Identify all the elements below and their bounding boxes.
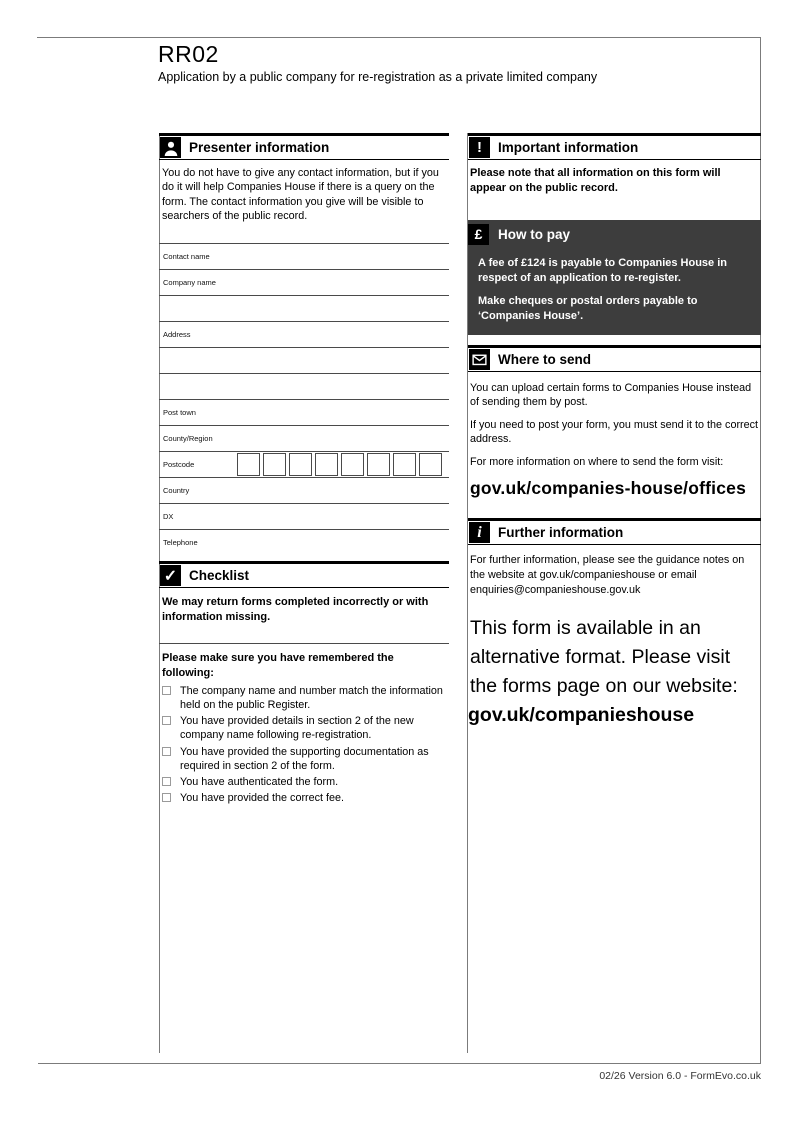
- important-section-header: [468, 133, 761, 160]
- form-title: Application by a public company for re-registration as a private limited company: [158, 70, 598, 85]
- field-label: Postcode: [163, 460, 195, 469]
- form-field[interactable]: [159, 399, 449, 425]
- where-to-send-heading: Where to send: [498, 351, 592, 367]
- left-column: [159, 133, 449, 808]
- footer-rule: [38, 1063, 761, 1064]
- field-label: Company name: [163, 278, 216, 287]
- companieshouse-link[interactable]: gov.uk/companieshouse: [468, 703, 695, 726]
- important-heading: Important information: [498, 140, 639, 155]
- further-information-text: For further information, please see the guidance notes on the website at gov.uk/companieshouse or email enquiries@companieshouse.gov.uk: [470, 554, 745, 596]
- checklist-item: [162, 775, 447, 789]
- checkbox[interactable]: [162, 747, 171, 756]
- field-label: Telephone: [163, 538, 198, 547]
- checklist-instruction: Please make sure you have remembered the following:: [162, 652, 394, 679]
- checkbox[interactable]: [162, 793, 171, 802]
- envelope-icon: [469, 349, 490, 370]
- checkmark-icon: ✓: [160, 565, 181, 586]
- where-to-send-paragraph: If you need to post your form, you must send it to the correct address.: [470, 418, 759, 446]
- presenter-heading: Presenter information: [189, 140, 330, 155]
- how-to-pay-box: [468, 220, 761, 335]
- footer-version-text: 02/26 Version 6.0 - FormEvo.co.uk: [599, 1070, 761, 1082]
- form-header: [158, 42, 718, 84]
- checklist-item-text: You have provided the supporting documentation as required in section 2 of the form.: [180, 745, 429, 772]
- postcode-box[interactable]: [393, 453, 416, 476]
- how-to-pay-paragraph: Make cheques or postal orders payable to ‘Companies House’.: [478, 294, 698, 322]
- field-label: County/Region: [163, 434, 213, 443]
- person-icon: [160, 137, 181, 158]
- checklist-items: [162, 684, 447, 806]
- form-code: RR02: [158, 41, 219, 67]
- form-field[interactable]: [159, 451, 449, 477]
- form-field[interactable]: [159, 529, 449, 561]
- presenter-intro-text: You do not have to give any contact information, but if you do it will help Companies House if there is a query on the form. The contact information you give will be visible to searchers of the public record.: [162, 167, 439, 223]
- checklist-section-header: [159, 561, 449, 588]
- postcode-box[interactable]: [263, 453, 286, 476]
- checklist-item: [162, 714, 447, 743]
- how-to-pay-header: [468, 220, 761, 248]
- field-label: Contact name: [163, 252, 210, 261]
- postcode-box[interactable]: [367, 453, 390, 476]
- checklist-item-text: You have provided details in section 2 of the new company name following re-registration.: [180, 715, 414, 742]
- form-field[interactable]: [159, 503, 449, 529]
- where-to-send-paragraph: You can upload certain forms to Companies House instead of sending them by post.: [470, 381, 752, 409]
- where-to-send-paragraph: For more information on where to send the form visit:: [470, 455, 724, 468]
- postcode-box[interactable]: [237, 453, 260, 476]
- further-information-section-header: [468, 518, 761, 545]
- form-field[interactable]: [159, 269, 449, 295]
- presenter-section-header: [159, 133, 449, 160]
- further-information-heading: Further information: [498, 525, 624, 541]
- postcode-box[interactable]: [289, 453, 312, 476]
- postcode-box[interactable]: [341, 453, 364, 476]
- field-label: Address: [163, 330, 191, 339]
- how-to-pay-paragraph: A fee of £124 is payable to Companies House in respect of an application to re-register.: [478, 256, 727, 284]
- info-icon: i: [469, 522, 490, 543]
- form-field[interactable]: [159, 321, 449, 347]
- checkbox[interactable]: [162, 686, 171, 695]
- checklist-block: [159, 644, 449, 806]
- top-rule: [37, 37, 761, 38]
- checklist-item-text: The company name and number match the information held on the public Register.: [180, 684, 443, 711]
- how-to-pay-heading: How to pay: [498, 226, 571, 242]
- form-field[interactable]: [159, 477, 449, 503]
- checklist-item: [162, 745, 447, 774]
- form-field[interactable]: [159, 373, 449, 399]
- pound-icon: £: [468, 224, 489, 245]
- form-field[interactable]: [159, 425, 449, 451]
- checklist-heading: Checklist: [189, 568, 250, 583]
- exclamation-icon: !: [469, 137, 490, 158]
- presenter-fields: [159, 243, 449, 561]
- form-field[interactable]: [159, 347, 449, 373]
- where-to-send-body: [468, 372, 761, 500]
- field-label: Country: [163, 486, 190, 495]
- postcode-boxes: [237, 453, 442, 476]
- postcode-box[interactable]: [419, 453, 442, 476]
- alternative-format-text: This form is available in an alternative format. Please visit the forms page on our website:: [470, 617, 738, 697]
- form-field[interactable]: [159, 243, 449, 269]
- checklist-item-text: You have authenticated the form.: [180, 776, 339, 789]
- checklist-item: [162, 791, 447, 805]
- important-text: Please note that all information on this form will appear on the public record.: [470, 167, 721, 195]
- offices-link[interactable]: gov.uk/companies-house/offices: [470, 478, 747, 499]
- checkbox[interactable]: [162, 777, 171, 786]
- form-field[interactable]: [159, 295, 449, 321]
- postcode-box[interactable]: [315, 453, 338, 476]
- right-column: [468, 133, 761, 730]
- checklist-item: [162, 684, 447, 713]
- field-label: DX: [163, 512, 174, 521]
- checklist-item-text: You have provided the correct fee.: [180, 792, 345, 805]
- checklist-warning-text: We may return forms completed incorrectly or with information missing.: [159, 588, 449, 644]
- checkbox[interactable]: [162, 716, 171, 725]
- field-label: Post town: [163, 408, 196, 417]
- where-to-send-section-header: [468, 345, 761, 372]
